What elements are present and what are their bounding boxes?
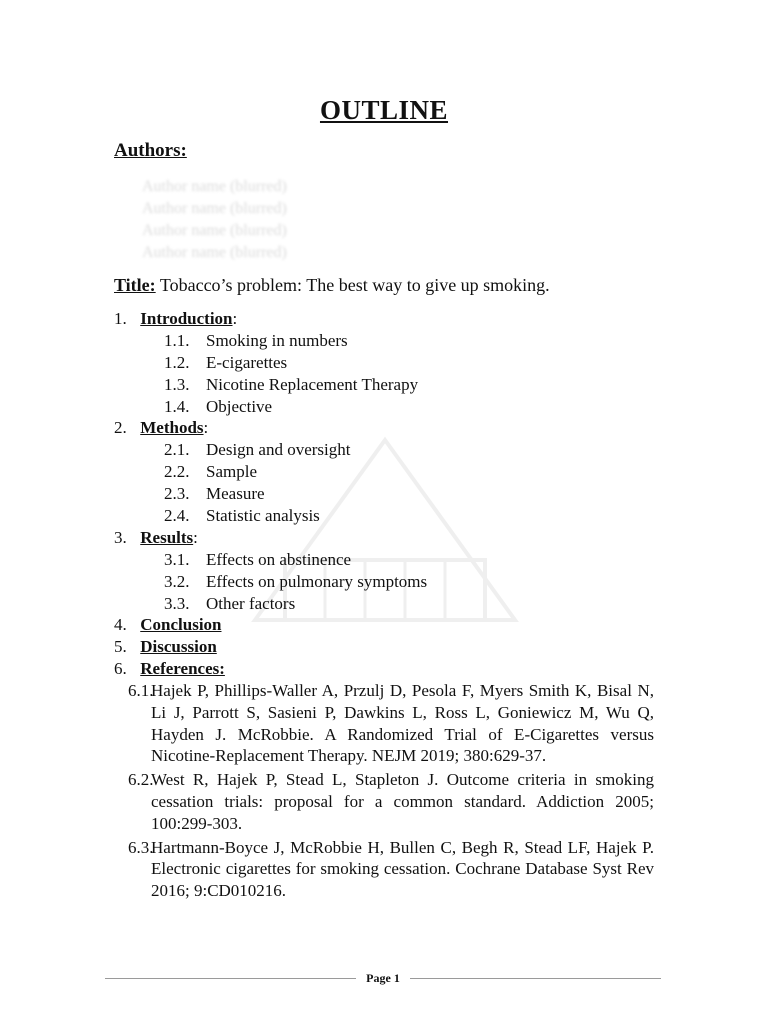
document-title: [114, 275, 550, 296]
outline-list: [114, 308, 674, 680]
section-item: 2. Methods:: [114, 418, 209, 438]
section-item: 1. Introduction:: [114, 309, 238, 328]
document-title-text: Tobacco’s problem: The best way to give up smoking.: [155, 275, 550, 295]
subsection-item: 1.4. Objective: [164, 396, 273, 416]
subsection-item: 3.2. Effects on pulmonary symptoms: [164, 571, 428, 591]
section-item: 5. Discussion: [114, 637, 217, 657]
section-title: Discussion: [140, 637, 217, 657]
section-title: Introduction: [140, 309, 233, 328]
author-name: Author name (blurred): [142, 244, 287, 261]
footer-rule-left: [105, 978, 356, 979]
author-name: Author name (blurred): [142, 222, 287, 239]
subsection-item: 3.3. Other factors: [164, 593, 296, 613]
page-title: OUTLINE: [319, 95, 449, 125]
subsection-item: 3.1. Effects on abstinence: [164, 549, 352, 569]
reference-text: Hajek P, Phillips-Waller A, Przulj D, Pesola F, Myers Smith K, Bisal N, Li J, Parrott S, Sasieni P, Dawkins L, Ross L, Goniewicz M, Wu Q, Hayden J. McRobbie. A Randomized Trial of E-Cigarettes versus Nicotine-Replacement Therapy. NEJM 2019; 380:629-37.: [151, 681, 654, 766]
subsection-item: 1.3. Nicotine Replacement Therapy: [164, 374, 419, 394]
reference-text: West R, Hajek P, Stead L, Stapleton J. Outcome criteria in smoking cessation trials: proposal for a common standard. Addiction 2005; 100:299-303.: [151, 770, 654, 833]
reference-item: 6.3. Hartmann-Boyce J, McRobbie H, Bullen C, Begh R, Stead LF, Hajek P. Electronic cigarettes for smoking cessation. Cochrane Database Syst Rev 2016; 9:CD010216.: [128, 837, 654, 901]
section-item: 6. References:: [114, 659, 225, 679]
reference-text: Hartmann-Boyce J, McRobbie H, Bullen C, Begh R, Stead LF, Hajek P. Electronic cigarettes for smoking cessation. Cochrane Database Syst Rev 2016; 9:CD010216.: [151, 837, 654, 901]
page-footer: [105, 968, 661, 988]
section-title: References:: [140, 659, 225, 679]
reference-item: 6.2. West R, Hajek P, Stead L, Stapleton J. Outcome criteria in smoking cessation trials: proposal for a common standard. Addiction 2005; 100:299-303.: [128, 770, 654, 833]
section-title: Results: [140, 527, 194, 547]
subsection-item: 1.2. E-cigarettes: [164, 352, 288, 372]
section-item: 4. Conclusion: [114, 615, 222, 635]
document-title-label: Title:: [114, 275, 156, 295]
subsection-item: 2.3. Measure: [164, 484, 265, 504]
author-name: Author name (blurred): [142, 200, 287, 217]
references-list: [128, 680, 654, 904]
subsection-item: 1.1. Smoking in numbers: [164, 330, 348, 350]
section-title: Conclusion: [140, 615, 222, 635]
reference-item: 6.1. Hajek P, Phillips-Waller A, Przulj D, Pesola F, Myers Smith K, Bisal N, Li J, Parrott S, Sasieni P, Dawkins L, Ross L, Goniewicz M, Wu Q, Hayden J. McRobbie. A Randomized Trial of E-Cigarettes versus Nicotine-Replacement Therapy. NEJM 2019; 380:629-37.: [128, 681, 654, 766]
subsection-item: 2.2. Sample: [164, 462, 257, 482]
footer-rule-right: [410, 978, 661, 979]
page-number: Page 1: [366, 970, 400, 985]
section-title: Methods: [140, 418, 204, 438]
authors-list: [142, 176, 287, 264]
subsection-item: 2.4. Statistic analysis: [164, 506, 320, 526]
subsection-item: 2.1. Design and oversight: [164, 440, 351, 460]
authors-heading: Authors:: [114, 140, 187, 161]
section-item: 3. Results:: [114, 527, 198, 547]
author-name: Author name (blurred): [142, 178, 287, 195]
